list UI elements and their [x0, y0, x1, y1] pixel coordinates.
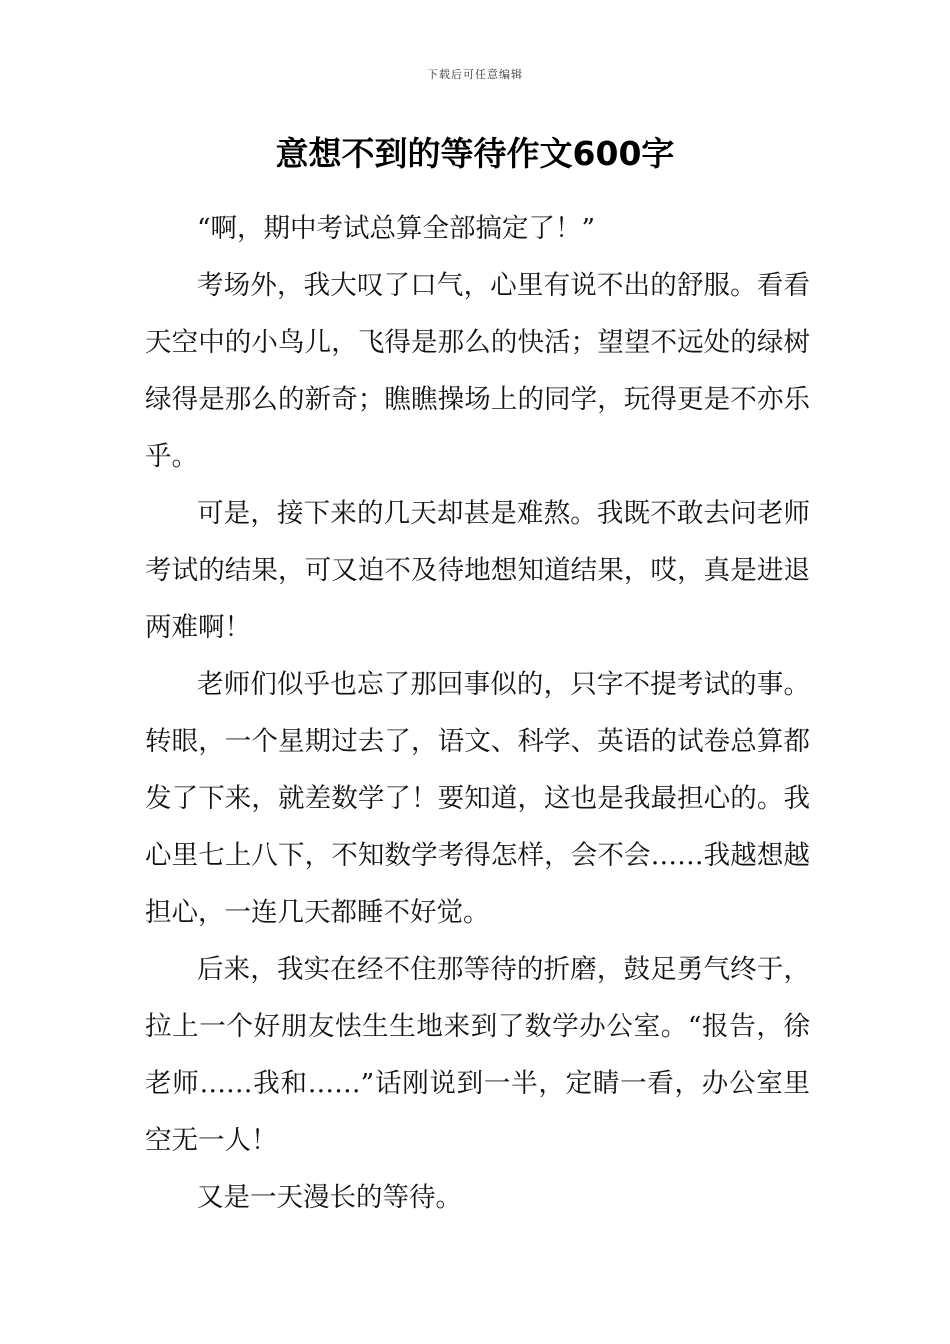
paragraph: 后来，我实在经不住那等待的折磨，鼓足勇气终于，拉上一个好朋友怯生生地来到了数学办公室。“报告，徐老师……我和……”话刚说到一半，定睛一看，办公室里空无一人！: [145, 954, 810, 1156]
document-title: 意想不到的等待作文600字: [275, 134, 675, 173]
paragraph: 老师们似乎也忘了那回事似的，只字不提考试的事。转眼，一个星期过去了，语文、科学、英语的试卷总算都发了下来，就差数学了！要知道，这也是我最担心的。我心里七上八下，不知数学考得怎样，会不会……我越想越担心，一连几天都睡不好觉。: [145, 669, 810, 928]
paragraph: 又是一天漫长的等待。: [197, 1182, 462, 1213]
paragraph: 考场外，我大叹了口气，心里有说不出的舒服。看看天空中的小鸟儿，飞得是那么的快活；望望不远处的绿树绿得是那么的新奇；瞧瞧操场上的同学，玩得更是不亦乐乎。: [145, 270, 810, 472]
document-body: [145, 200, 810, 1226]
paragraph: “啊，期中考试总算全部搞定了！”: [197, 213, 596, 244]
paragraph: 可是，接下来的几天却甚是难熬。我既不敢去问老师考试的结果，可又迫不及待地想知道结果，哎，真是进退两难啊！: [145, 498, 810, 643]
header-note: 下载后可任意编辑: [427, 68, 523, 81]
